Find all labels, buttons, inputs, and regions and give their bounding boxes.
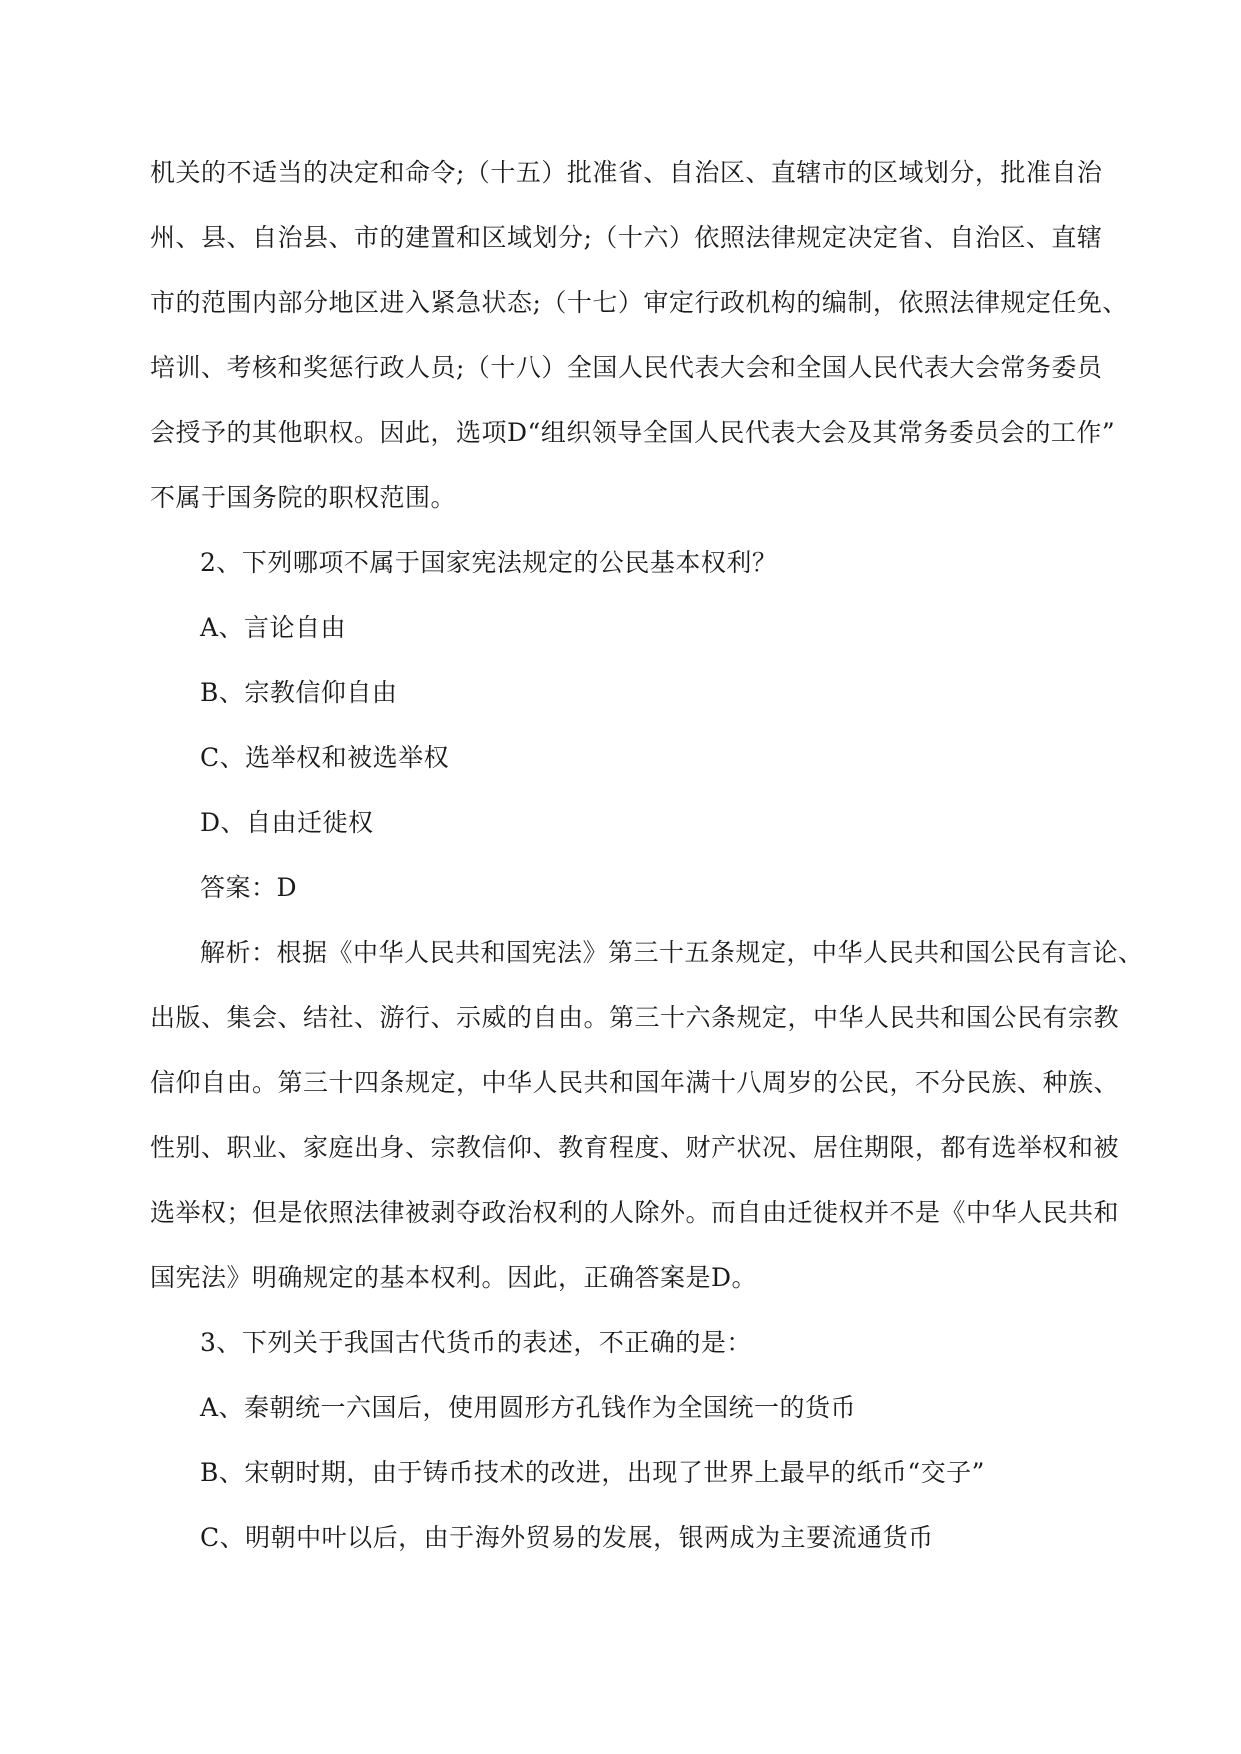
question-2-text: 2、下列哪项不属于国家宪法规定的公民基本权利？ (200, 548, 778, 577)
paragraph-line: 州、县、自治县、市的建置和区域划分;（十六）依照法律规定决定省、自治区、直辖 (150, 223, 1103, 252)
question-2-analysis-line: 选举权；但是依照法律被剥夺政治权利的人除外。而自由迁徙权并不是《中华人民共和 (150, 1198, 1120, 1227)
question-3-option-a: A、秦朝统一六国后，使用圆形方孔钱作为全国统一的货币 (200, 1393, 857, 1422)
paragraph-line: 不属于国务院的职权范围。 (150, 483, 457, 512)
paragraph-line: 培训、考核和奖惩行政人员;（十八）全国人民代表大会和全国人民代表大会常务委员 (150, 353, 1103, 382)
question-3-option-c: C、明朝中叶以后，由于海外贸易的发展，银两成为主要流通货币 (200, 1523, 934, 1552)
question-2-analysis-line: 出版、集会、结社、游行、示威的自由。第三十六条规定，中华人民共和国公民有宗教 (150, 1003, 1120, 1032)
paragraph-line: 机关的不适当的决定和命令;（十五）批准省、自治区、直辖市的区域划分，批准自治 (150, 158, 1103, 187)
paragraph-line: 会授予的其他职权。因此，选项D“组织领导全国人民代表大会及其常务委员会的工作” (150, 418, 1116, 447)
question-2-analysis-line: 信仰自由。第三十四条规定，中华人民共和国年满十八周岁的公民，不分民族、种族、 (150, 1068, 1120, 1097)
question-2-option-a: A、言论自由 (200, 613, 347, 642)
question-3-text: 3、下列关于我国古代货币的表述，不正确的是： (200, 1328, 752, 1357)
question-2-option-b: B、宗教信仰自由 (200, 678, 398, 707)
paragraph-line: 市的范围内部分地区进入紧急状态;（十七）审定行政机构的编制，依照法律规定任免、 (150, 288, 1128, 317)
question-3-option-b: B、宋朝时期，由于铸币技术的改进，出现了世界上最早的纸币“交子” (200, 1458, 985, 1487)
question-2-analysis-line: 性别、职业、家庭出身、宗教信仰、教育程度、财产状况、居住期限，都有选举权和被 (150, 1133, 1120, 1162)
question-2-option-c: C、选举权和被选举权 (200, 743, 450, 772)
question-2-analysis-line: 国宪法》明确规定的基本权利。因此，正确答案是D。 (150, 1263, 758, 1292)
question-2-answer: 答案：D (200, 873, 298, 902)
document-page (150, 140, 1144, 1570)
question-2-option-d: D、自由迁徙权 (200, 808, 374, 837)
question-2-analysis-line: 解析：根据《中华人民共和国宪法》第三十五条规定，中华人民共和国公民有言论、 (200, 938, 1144, 967)
